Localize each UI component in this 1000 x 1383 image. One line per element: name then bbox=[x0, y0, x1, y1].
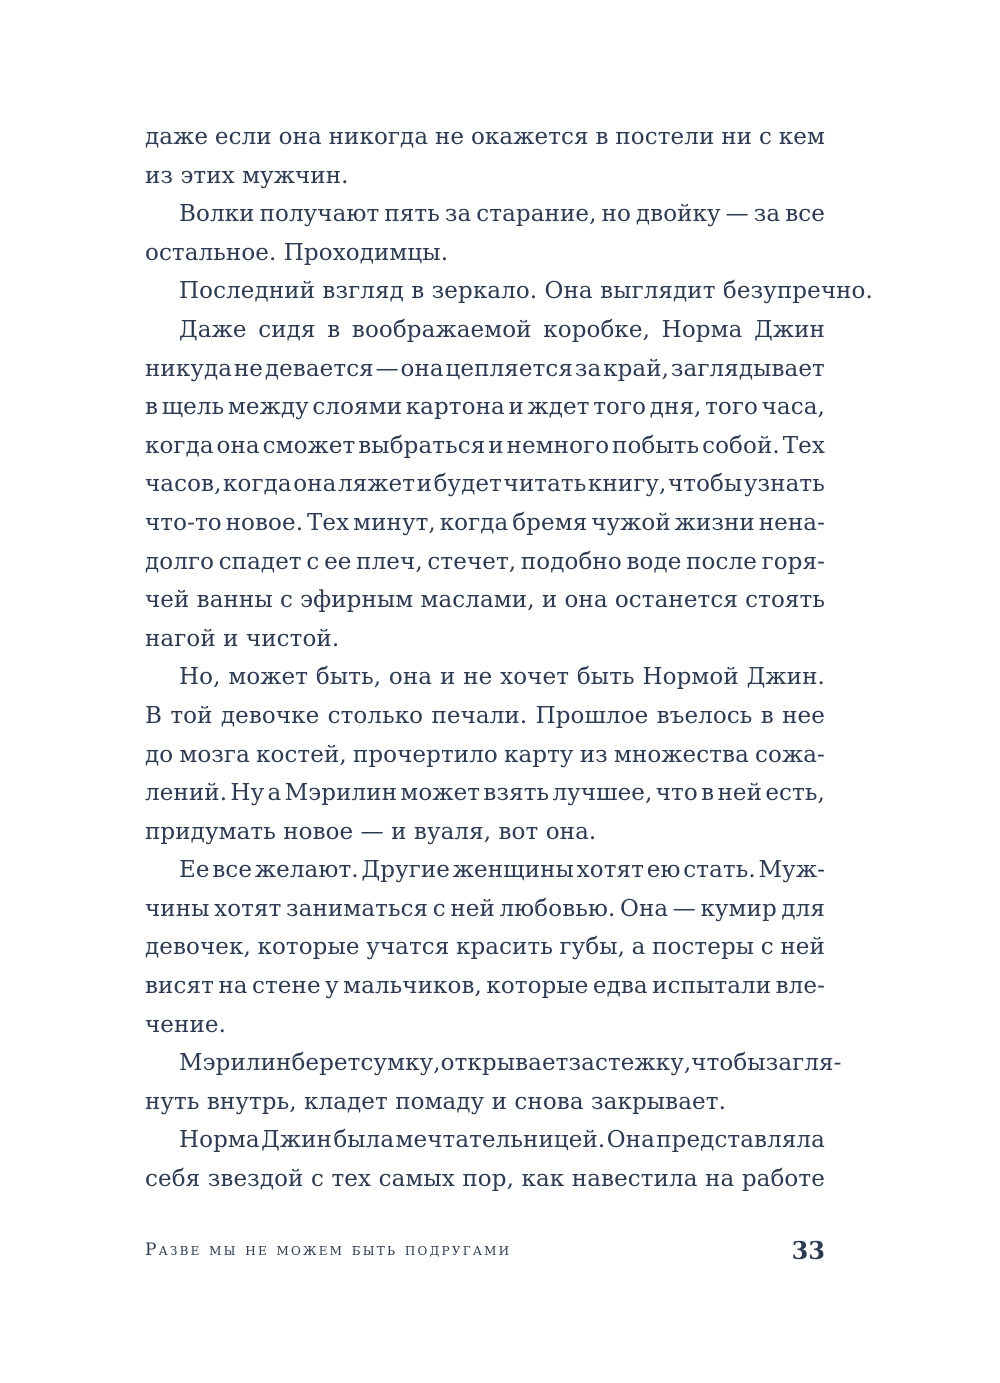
word: окажется bbox=[470, 124, 589, 150]
word: никогда bbox=[328, 124, 429, 150]
word: быть bbox=[576, 664, 635, 691]
word: книгу, bbox=[587, 471, 667, 498]
word: была bbox=[333, 1127, 395, 1154]
word: В bbox=[145, 702, 163, 729]
word: Джин. bbox=[746, 664, 825, 691]
word: хотят bbox=[214, 895, 282, 922]
word: сидя bbox=[258, 316, 316, 343]
word: с bbox=[758, 124, 772, 150]
word: Ну bbox=[230, 780, 265, 807]
word: мужчин. bbox=[242, 162, 349, 189]
text-line bbox=[145, 890, 825, 929]
word: что-то bbox=[145, 509, 222, 536]
word: — bbox=[672, 895, 696, 922]
word: не bbox=[434, 124, 465, 150]
word: за bbox=[444, 201, 472, 228]
word: когда bbox=[145, 432, 214, 459]
word: вот bbox=[498, 818, 539, 845]
word: столько bbox=[327, 702, 424, 729]
text-line bbox=[145, 350, 825, 389]
word: красить bbox=[455, 934, 553, 961]
word: если bbox=[214, 124, 272, 150]
word: безупречно. bbox=[722, 278, 873, 305]
word: из bbox=[579, 741, 608, 768]
word: того bbox=[593, 394, 647, 421]
word: может bbox=[400, 780, 481, 807]
word: остальное. bbox=[145, 239, 277, 266]
word: мальчиков, bbox=[343, 973, 482, 1000]
word: останется bbox=[614, 587, 738, 614]
word: загля- bbox=[765, 1050, 842, 1077]
word: ждет bbox=[527, 394, 590, 421]
word: въелось bbox=[656, 702, 753, 729]
word: хочет bbox=[500, 664, 570, 691]
word: она bbox=[278, 124, 322, 150]
word: она bbox=[216, 432, 260, 459]
word: и bbox=[391, 818, 407, 845]
word: стоять bbox=[745, 587, 825, 614]
word: в bbox=[760, 702, 774, 729]
word: спадет bbox=[218, 548, 302, 575]
word: выбраться bbox=[358, 432, 486, 459]
word: часов, bbox=[145, 471, 222, 498]
word: новое. bbox=[225, 509, 304, 536]
text-line bbox=[145, 118, 825, 157]
word: двойку bbox=[635, 201, 721, 228]
word: она bbox=[564, 587, 608, 614]
word: как bbox=[521, 1166, 565, 1193]
word: но bbox=[601, 201, 631, 228]
text-line bbox=[145, 388, 825, 427]
word: часа, bbox=[761, 394, 825, 421]
word: — bbox=[725, 201, 749, 228]
word: Тех bbox=[306, 509, 350, 536]
word: на bbox=[705, 1166, 735, 1193]
running-title: Разве мы не можем быть подругами bbox=[145, 1240, 512, 1260]
word: из bbox=[145, 162, 174, 189]
word: нагой bbox=[145, 625, 216, 652]
word: и bbox=[491, 1088, 508, 1115]
word: стене bbox=[252, 973, 321, 1000]
text-line bbox=[145, 774, 825, 813]
word: Муж- bbox=[758, 857, 825, 884]
word: между bbox=[227, 394, 309, 421]
word: Она bbox=[619, 895, 669, 922]
word: закрывает. bbox=[591, 1088, 726, 1115]
word: Мэрилин bbox=[179, 1050, 292, 1077]
word: подобно bbox=[520, 548, 622, 575]
word: карту bbox=[504, 741, 574, 768]
word: которые bbox=[257, 934, 360, 961]
word: Проходимцы. bbox=[283, 239, 449, 266]
text-line bbox=[145, 427, 825, 466]
word: нее bbox=[782, 702, 825, 729]
word: все bbox=[212, 857, 253, 884]
word: кумир bbox=[700, 895, 777, 922]
word: когда bbox=[439, 509, 509, 536]
word: ней bbox=[450, 895, 495, 922]
word: вуаля, bbox=[413, 818, 492, 845]
word: едва bbox=[592, 973, 648, 1000]
word: быть, bbox=[315, 664, 382, 691]
word: плеч, bbox=[356, 548, 423, 575]
word: печали. bbox=[431, 702, 528, 729]
word: ней bbox=[717, 780, 763, 807]
word: тех bbox=[331, 1166, 372, 1193]
word: в bbox=[411, 278, 425, 305]
word: женщины bbox=[452, 857, 574, 884]
word: есть, bbox=[765, 780, 825, 807]
word: сумку, bbox=[360, 1050, 441, 1077]
word: Мэрилин bbox=[284, 780, 398, 807]
word: снова bbox=[514, 1088, 584, 1115]
word: эфирным bbox=[300, 587, 414, 614]
word: а bbox=[267, 780, 282, 807]
word: и bbox=[416, 471, 433, 498]
word: в bbox=[595, 124, 609, 150]
word: на bbox=[218, 973, 248, 1000]
word: лений. bbox=[145, 780, 228, 807]
word: костей, bbox=[256, 741, 347, 768]
word: нена- bbox=[758, 509, 825, 536]
word: самых bbox=[378, 1166, 455, 1193]
word: она bbox=[400, 355, 444, 382]
word: Тех bbox=[782, 432, 825, 459]
word: она. bbox=[545, 818, 597, 845]
word: заниматься bbox=[286, 895, 429, 922]
word: помаду bbox=[395, 1088, 485, 1115]
word: мечтательницей. bbox=[395, 1127, 606, 1154]
word: пор, bbox=[462, 1166, 514, 1193]
word: ванны bbox=[196, 587, 273, 614]
word: минут, bbox=[353, 509, 436, 536]
text-line bbox=[145, 851, 825, 890]
word: никуда bbox=[145, 355, 233, 382]
word: коробке, bbox=[543, 316, 651, 343]
text-line bbox=[145, 157, 825, 196]
text-line bbox=[145, 195, 825, 234]
word: побыть bbox=[612, 432, 700, 459]
text-line bbox=[145, 543, 825, 582]
word: берет bbox=[291, 1050, 361, 1077]
word: Но, bbox=[179, 664, 221, 691]
text-line bbox=[145, 967, 825, 1006]
word: воображаемой bbox=[351, 316, 532, 343]
word: с bbox=[310, 1166, 324, 1193]
word: чтобы bbox=[691, 1050, 766, 1077]
word: немного bbox=[506, 432, 610, 459]
word: взгляд bbox=[322, 278, 404, 305]
word: мозга bbox=[179, 741, 250, 768]
word: воде bbox=[626, 548, 682, 575]
word: дня, bbox=[649, 394, 702, 421]
word: чтобы bbox=[667, 471, 743, 498]
word: цепляется bbox=[445, 355, 574, 382]
word: чей bbox=[145, 587, 190, 614]
word: в bbox=[145, 394, 159, 421]
text-line bbox=[145, 1044, 842, 1083]
word: навестила bbox=[571, 1166, 698, 1193]
word: Она bbox=[606, 1127, 655, 1154]
word: может bbox=[228, 664, 309, 691]
word: в bbox=[327, 316, 341, 343]
word: и bbox=[541, 587, 558, 614]
text-line bbox=[145, 1006, 825, 1045]
word: чужой bbox=[591, 509, 671, 536]
word: постели bbox=[615, 124, 715, 150]
word: взять bbox=[483, 780, 550, 807]
text-line bbox=[145, 581, 825, 620]
page-number: 33 bbox=[791, 1235, 825, 1265]
word: все bbox=[785, 201, 825, 228]
word: с bbox=[432, 895, 446, 922]
word: — bbox=[360, 818, 384, 845]
word: с bbox=[306, 548, 320, 575]
word: и bbox=[508, 394, 524, 421]
word: застежку, bbox=[568, 1050, 692, 1077]
word: когда bbox=[223, 471, 292, 498]
word: — bbox=[375, 355, 399, 382]
word: прочертило bbox=[352, 741, 498, 768]
word: множества bbox=[613, 741, 749, 768]
page-footer bbox=[145, 1235, 825, 1265]
word: губы, bbox=[559, 934, 626, 961]
word: не bbox=[463, 664, 493, 691]
word: представляла bbox=[656, 1127, 825, 1154]
word: звездой bbox=[207, 1166, 304, 1193]
word: хотят bbox=[576, 857, 644, 884]
word: за bbox=[574, 355, 602, 382]
word: сможет bbox=[262, 432, 356, 459]
word: и bbox=[223, 625, 239, 652]
word: той bbox=[170, 702, 213, 729]
word: узнать bbox=[743, 471, 825, 498]
word: и bbox=[439, 664, 456, 691]
word: Норма bbox=[661, 316, 743, 343]
word: висят bbox=[145, 973, 214, 1000]
word: кем bbox=[778, 124, 825, 150]
word: Джин bbox=[261, 1127, 332, 1154]
word: Волки bbox=[179, 201, 255, 228]
word: зеркало. bbox=[431, 278, 538, 305]
word: лучшее, bbox=[552, 780, 653, 807]
word: внутрь, bbox=[206, 1088, 297, 1115]
word: кладет bbox=[304, 1088, 388, 1115]
body-text bbox=[145, 118, 873, 1199]
word: открывает bbox=[440, 1050, 569, 1077]
word: с bbox=[279, 587, 293, 614]
text-line bbox=[145, 658, 825, 697]
word: девается bbox=[264, 355, 374, 382]
word: себя bbox=[145, 1166, 201, 1193]
word: Последний bbox=[179, 278, 316, 305]
word: постеры bbox=[652, 934, 755, 961]
word: собой. bbox=[702, 432, 780, 459]
word: жизни bbox=[674, 509, 755, 536]
word: Джин bbox=[754, 316, 825, 343]
word: того bbox=[705, 394, 758, 421]
word: до bbox=[145, 741, 174, 768]
text-line bbox=[145, 311, 825, 350]
word: ею bbox=[646, 857, 681, 884]
text-line bbox=[145, 813, 825, 852]
word: будет bbox=[433, 471, 502, 498]
word: пять bbox=[384, 201, 440, 228]
word: ляжет bbox=[337, 471, 416, 498]
word: заглядывает bbox=[670, 355, 825, 382]
text-line bbox=[145, 272, 873, 311]
word: что bbox=[655, 780, 698, 807]
word: после bbox=[686, 548, 757, 575]
word: долго bbox=[145, 548, 215, 575]
text-line bbox=[145, 1083, 825, 1122]
word: Ее bbox=[179, 857, 210, 884]
word: картона bbox=[405, 394, 505, 421]
word: работе bbox=[741, 1166, 825, 1193]
word: чины bbox=[145, 895, 210, 922]
word: слоями bbox=[312, 394, 403, 421]
word: девочек, bbox=[145, 934, 251, 961]
word: желают. bbox=[254, 857, 359, 884]
word: вле- bbox=[775, 973, 825, 1000]
text-line bbox=[145, 504, 825, 543]
word: стечет, bbox=[427, 548, 517, 575]
word: девочке bbox=[220, 702, 320, 729]
text-line bbox=[145, 1160, 825, 1199]
text-line bbox=[145, 697, 825, 736]
word: чистой. bbox=[245, 625, 340, 652]
word: ее bbox=[324, 548, 352, 575]
text-line bbox=[145, 736, 825, 775]
word: она bbox=[293, 471, 337, 498]
word: за bbox=[753, 201, 781, 228]
word: Она bbox=[544, 278, 593, 305]
word: даже bbox=[145, 124, 209, 150]
text-line bbox=[145, 1121, 825, 1160]
word: край, bbox=[603, 355, 670, 382]
word: Прошлое bbox=[535, 702, 649, 729]
word: бремя bbox=[512, 509, 588, 536]
word: испытали bbox=[652, 973, 772, 1000]
word: любовью. bbox=[499, 895, 616, 922]
word: Даже bbox=[179, 316, 247, 343]
word: чение. bbox=[145, 1011, 226, 1038]
word: для bbox=[781, 895, 825, 922]
word: в bbox=[701, 780, 715, 807]
word: маслами, bbox=[420, 587, 535, 614]
word: у bbox=[325, 973, 339, 1000]
word: а bbox=[631, 934, 646, 961]
word: сожа- bbox=[755, 741, 825, 768]
word: горя- bbox=[761, 548, 825, 575]
word: читать bbox=[503, 471, 587, 498]
word: с bbox=[760, 934, 774, 961]
word: старание, bbox=[476, 201, 597, 228]
word: новое bbox=[283, 818, 354, 845]
word: которые bbox=[486, 973, 589, 1000]
word: и bbox=[488, 432, 504, 459]
word: щель bbox=[161, 394, 225, 421]
word: стать. bbox=[683, 857, 756, 884]
word: придумать bbox=[145, 818, 276, 845]
word: Другие bbox=[361, 857, 451, 884]
word: этих bbox=[180, 162, 235, 189]
word: ни bbox=[721, 124, 753, 150]
word: выглядит bbox=[600, 278, 716, 305]
word: не bbox=[233, 355, 264, 382]
word: учатся bbox=[366, 934, 450, 961]
word: Нормой bbox=[642, 664, 739, 691]
word: получают bbox=[259, 201, 380, 228]
text-line bbox=[145, 234, 825, 273]
text-line bbox=[145, 465, 825, 504]
word: Норма bbox=[179, 1127, 260, 1154]
word: ней bbox=[780, 934, 825, 961]
word: нуть bbox=[145, 1088, 200, 1115]
text-line bbox=[145, 928, 825, 967]
text-line bbox=[145, 620, 825, 659]
word: она bbox=[388, 664, 433, 691]
